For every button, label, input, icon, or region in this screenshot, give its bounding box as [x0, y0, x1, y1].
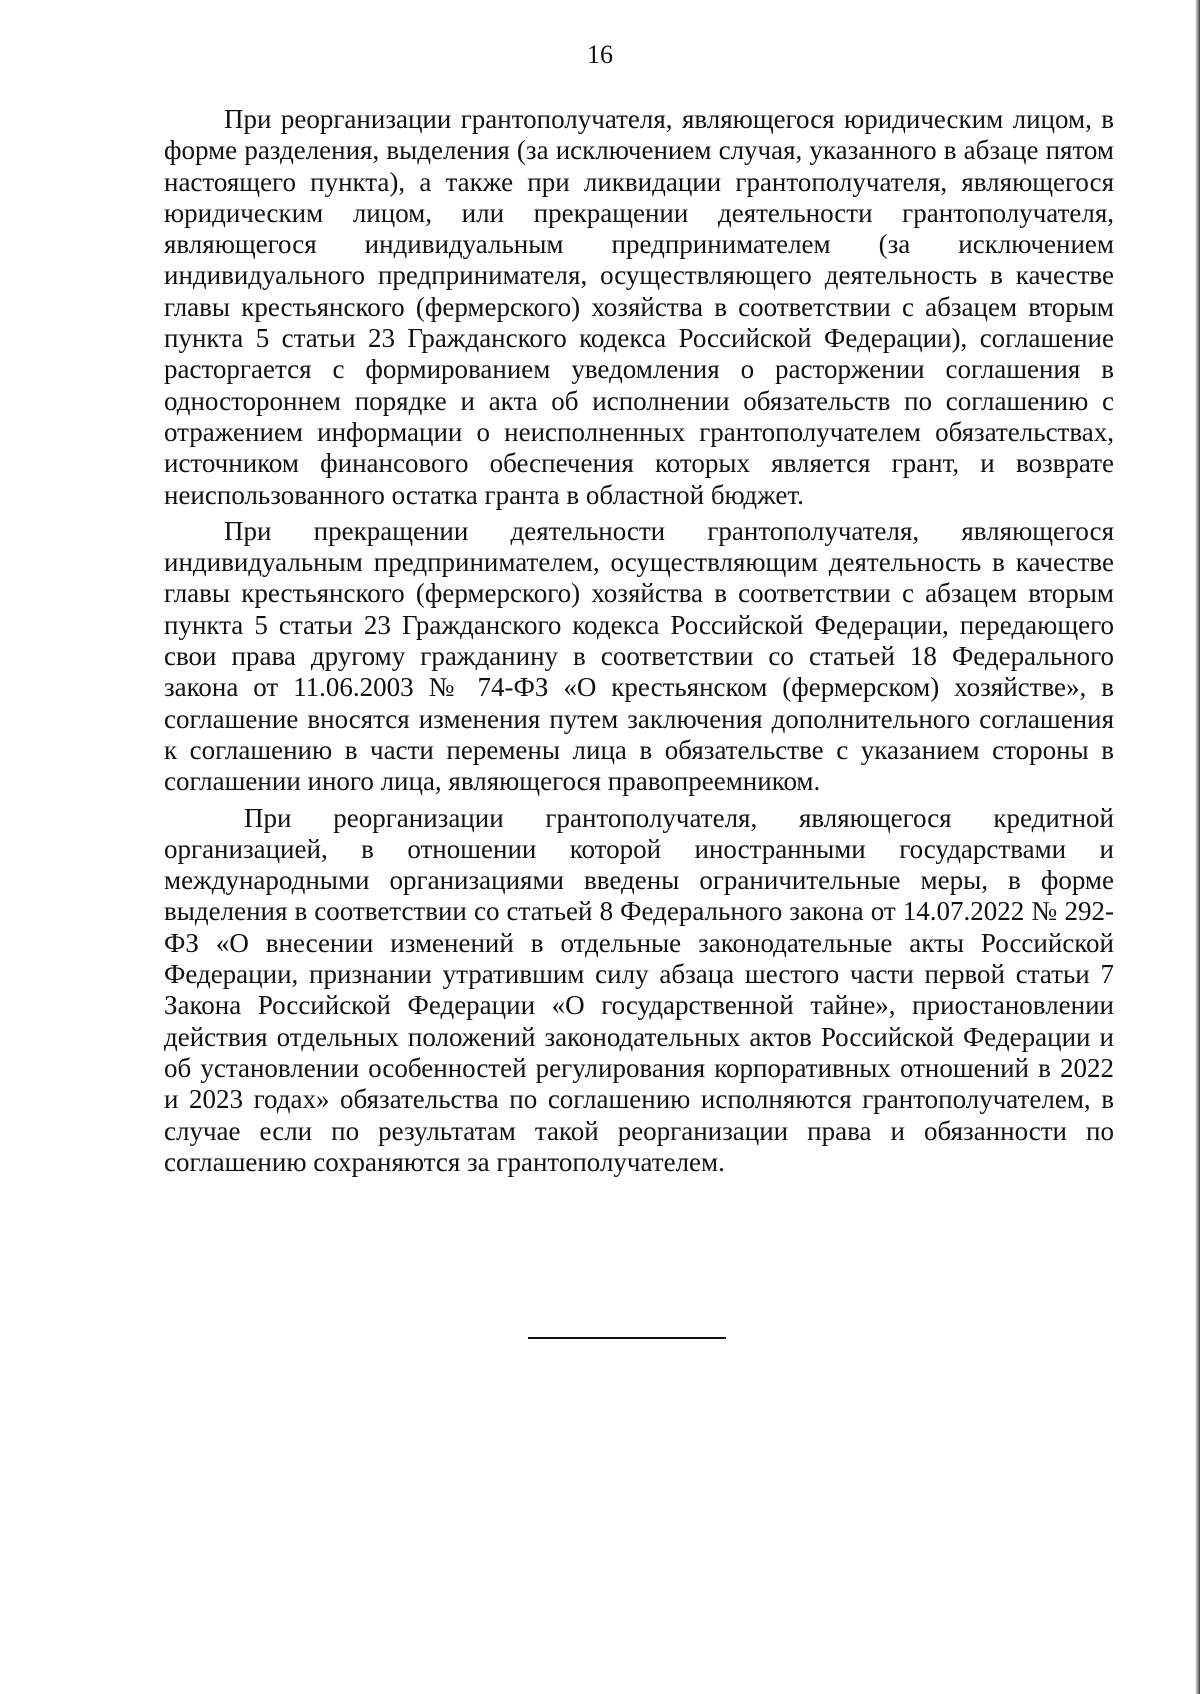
- page-number: 16: [587, 40, 613, 69]
- document-body: [164, 104, 1114, 1183]
- paragraph-liquidation: При реорганизации грантополучателя, являющегося юридическим лицом, в форме разделения, выделения (за исключением случая, указанного в абзаце пятом настоящего пункта), а также при ликвидации грантополучателя, являющегося юридическим лицом, или прекращении деятельности грантополучателя, являющегося индивидуальным предпринимателем (за исключением индивидуального предпринимателя, осуществляющего деятельность в качестве главы крестьянского (фермерского) хозяйства в соответствии с абзацем вторым пункта 5 статьи 23 Гражданского кодекса Российской Федерации), соглашение расторгается с формированием уведомления о расторжении соглашения в одностороннем порядке и акта об исполнении обязательств по соглашению с отражением информации о неисполненных грантополучателем обязательствах, источником финансового обеспечения которых является грант, и возврате неиспользованного остатка гранта в областной бюджет.: [164, 104, 1114, 510]
- paragraph-farm-head-termination: При прекращении деятельности грантополучателя, являющегося индивидуальным предпринимателем, осуществляющим деятельность в качестве главы крестьянского (фермерского) хозяйства в соответствии с абзацем вторым пункта 5 статьи 23 Гражданского кодекса Российской Федерации, передающего свои права другому гражданину в соответствии со статьей 18 Федерального закона от 11.06.2003 № 74-ФЗ «О крестьянском (фермерском) хозяйстве», в соглашение вносятся изменения путем заключения дополнительного соглашения к соглашению в части перемены лица в обязательстве с указанием стороны в соглашении иного лица, являющегося правопреемником.: [164, 515, 1114, 797]
- end-of-text-rule: [528, 1337, 726, 1339]
- scan-edge-shadow: [1195, 0, 1200, 1694]
- paragraph-credit-organization: При реорганизации грантополучателя, являющегося кредитной организацией, в отношении которой иностранными государствами и международными организациями введены ограничительные меры, в форме выделения в соответствии со статьей 8 Федерального закона от 14.07.2022 № 292-ФЗ «О внесении изменений в отдельные законодательные акты Российской Федерации, признании утратившим силу абзаца шестого части первой статьи 7 Закона Российской Федерации «О государственной тайне», приостановлении действия отдельных положений законодательных актов Российской Федерации и об установлении особенностей регулирования корпоративных отношений в 2022 и 2023 годах» обязательства по соглашению исполняются грантополучателем, в случае если по результатам такой реорганизации права и обязанности по соглашению сохраняются за грантополучателем.: [164, 802, 1114, 1177]
